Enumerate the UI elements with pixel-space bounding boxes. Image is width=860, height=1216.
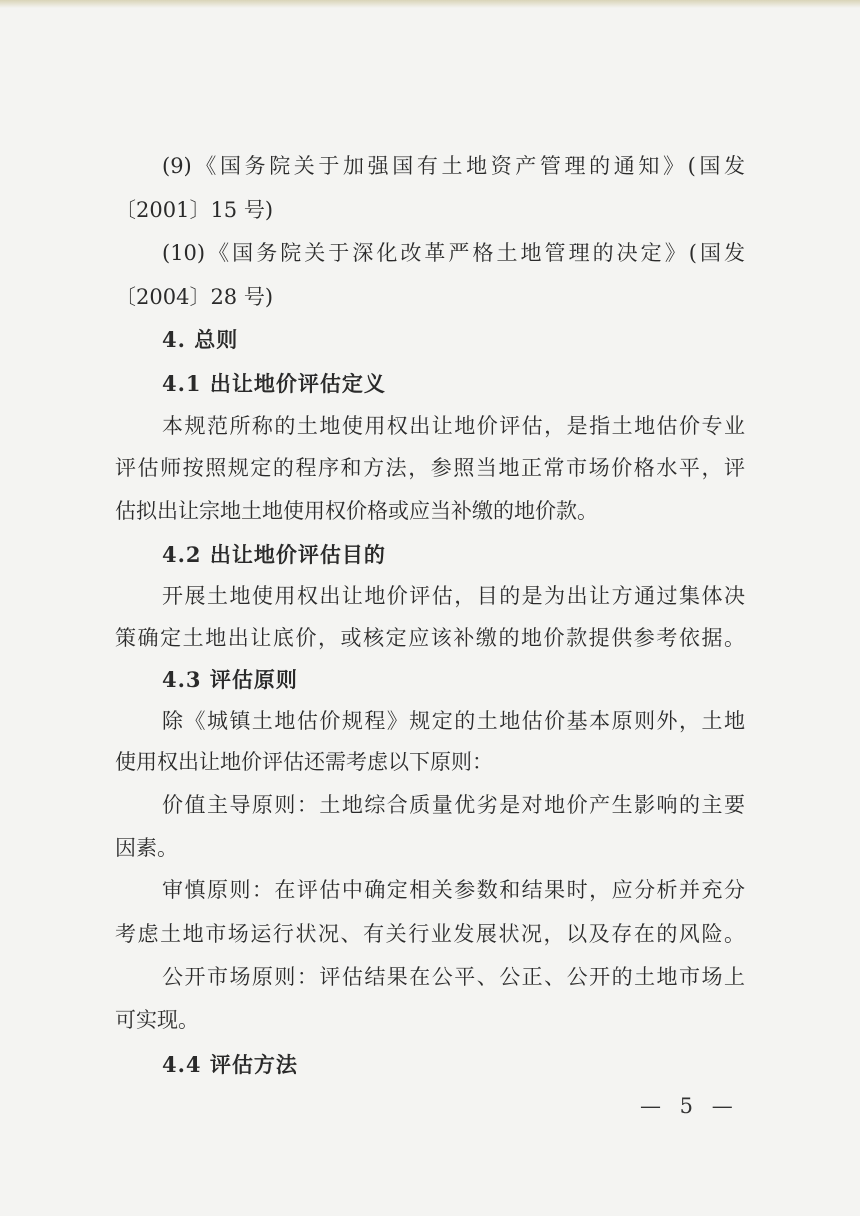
paragraph-line: 价值主导原则：土地综合质量优劣是对地价产生影响的主要	[162, 793, 745, 817]
paragraph-line: 审慎原则：在评估中确定相关参数和结果时，应分析并充分	[162, 878, 745, 902]
page-number: — 5 —	[640, 1094, 739, 1118]
paragraph-line: 开展土地使用权出让地价评估，目的是为出让方通过集体决	[162, 584, 745, 608]
reference-item-10-cont: 〔2004〕28 号)	[115, 285, 274, 309]
paragraph-line: 考虑土地市场运行状况、有关行业发展状况，以及存在的风险。	[115, 922, 745, 946]
scan-top-edge	[0, 0, 860, 8]
paragraph-line: 可实现。	[115, 1008, 199, 1032]
section-heading-4-2: 4.2 出让地价评估目的	[162, 542, 386, 567]
section-heading-4: 4. 总则	[162, 327, 239, 352]
paragraph-line: 使用权出让地价评估还需考虑以下原则：	[115, 750, 493, 774]
section-heading-4-4: 4.4 评估方法	[162, 1052, 298, 1077]
reference-item-9: (9)《国务院关于加强国有土地资产管理的通知》(国发	[162, 154, 745, 178]
reference-item-9-cont: 〔2001〕15 号)	[115, 198, 274, 222]
paragraph-line: 公开市场原则：评估结果在公平、公正、公开的土地市场上	[162, 965, 745, 989]
paragraph-line: 估拟出让宗地土地使用权价格或应当补缴的地价款。	[115, 499, 598, 523]
reference-item-10: (10)《国务院关于深化改革严格土地管理的决定》(国发	[162, 241, 745, 265]
paragraph-line: 策确定土地出让底价，或核定应该补缴的地价款提供参考依据。	[115, 626, 745, 650]
section-heading-4-1: 4.1 出让地价评估定义	[162, 371, 386, 396]
paragraph-line: 评估师按照规定的程序和方法，参照当地正常市场价格水平，评	[115, 456, 745, 480]
paragraph-line: 因素。	[115, 836, 178, 860]
paragraph-line: 除《城镇土地估价规程》规定的土地估价基本原则外，土地	[162, 709, 745, 733]
section-heading-4-3: 4.3 评估原则	[162, 667, 298, 692]
paragraph-line: 本规范所称的土地使用权出让地价评估，是指土地估价专业	[162, 414, 745, 438]
